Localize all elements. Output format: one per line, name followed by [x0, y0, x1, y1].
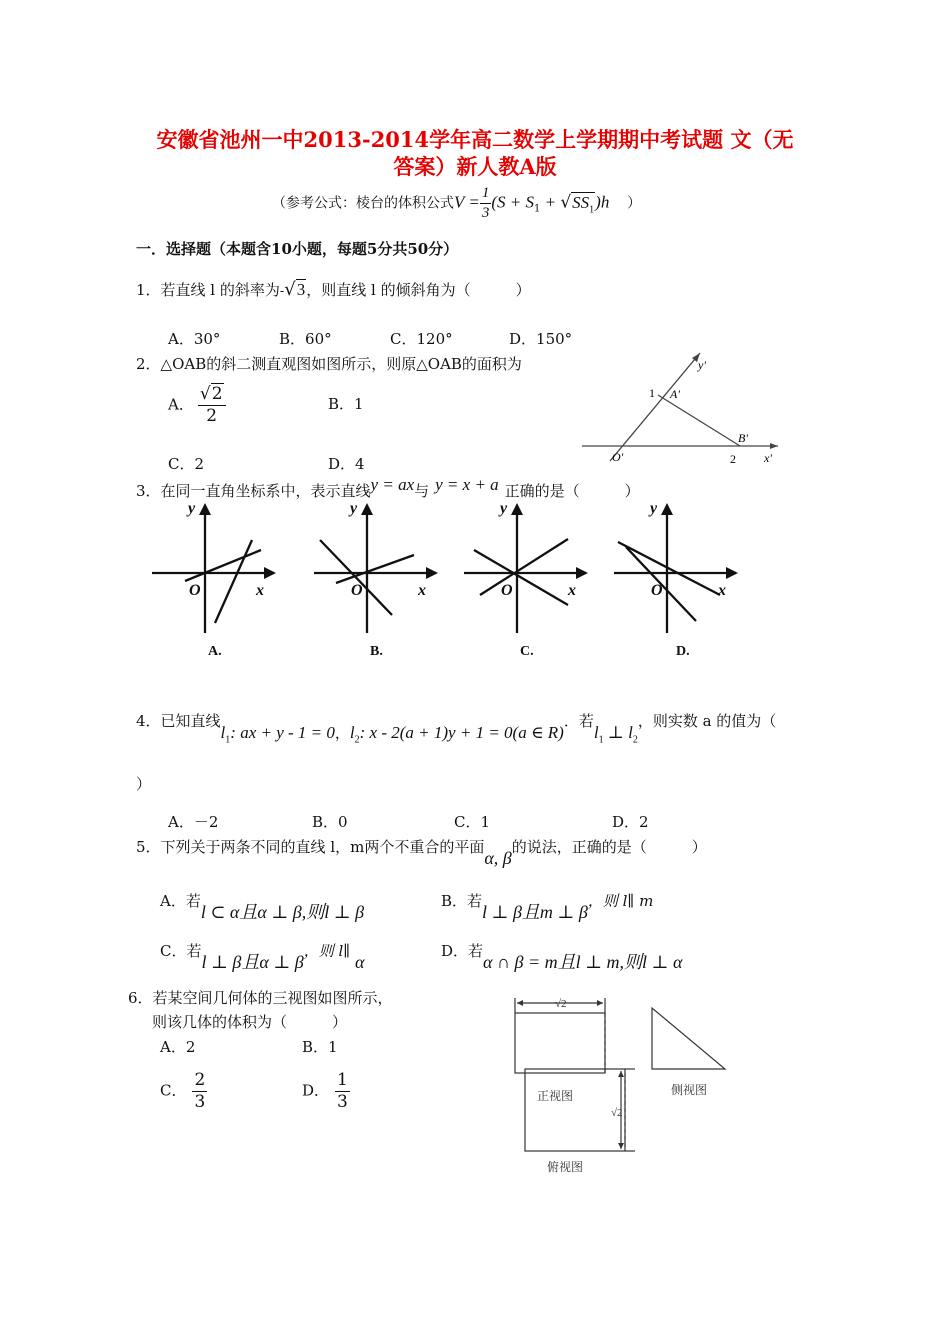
q5-option-a: A．若l ⊂ α且α ⊥ β,则l ⊥ β [160, 892, 365, 922]
q6-option-c: C． $\frac{2}{3}$ [160, 1070, 206, 1112]
q2-option-a: A． $\frac{√2}{2}$ [168, 386, 226, 425]
q4-option-d: D．2 [612, 813, 649, 831]
q6-option-d: D． $\frac{1}{3}$ [302, 1070, 348, 1112]
q2-origin-label: O' [612, 450, 624, 464]
q6-option-a: A．2 [160, 1038, 196, 1056]
graph-a-origin: O [189, 582, 201, 599]
graph-c-origin: O [501, 582, 513, 599]
formula-note: （参考公式：棱台的体积公式V = $\frac{1}{3}$ $(S + S_1 + √SS_1)h$ ） [272, 185, 642, 221]
q6-top-view-label: 俯视图 [547, 1160, 584, 1174]
q2-tick-1: 1 [649, 386, 655, 400]
graph-b [314, 503, 438, 633]
graph-c-x-label: x [568, 582, 576, 599]
q2-tick-2: 2 [730, 452, 736, 466]
q6-three-view-figure [505, 993, 745, 1178]
q4-line2: $l_2$: x - 2(a + 1)y + 1 = 0(a ∈ R) [349, 723, 564, 746]
graph-b-origin: O [351, 582, 363, 599]
graph-b-y-label: y [350, 500, 358, 517]
q6-dim-side: √2 [611, 1107, 623, 1119]
q2-y-axis-label: y' [698, 358, 706, 372]
graph-d-label: D. [676, 644, 690, 659]
graph-d-x-label: x [718, 582, 726, 599]
question-1: 1．若直线 l 的斜率为-√3，则直线 l 的倾斜角为（ ） [136, 279, 531, 300]
graph-d [614, 503, 738, 633]
formula-fraction: $\frac{1}{3}$ [481, 185, 490, 221]
formula-lhs: V = [454, 192, 480, 212]
q2-point-a-label: A' [670, 387, 680, 401]
q2-figure [578, 345, 788, 470]
graph-d-origin: O [651, 582, 663, 599]
graph-a [152, 503, 276, 633]
q1-option-b: B．60° [279, 330, 332, 348]
graph-c-label: C. [520, 644, 534, 659]
question-3: 3．在同一直角坐标系中，表示直线y = ax与 y = x + a 正确的是（ ） [136, 475, 640, 500]
page-title: 安徽省池州一中2013-2014学年高二数学上学期期中考试题 文（无 [156, 127, 794, 152]
question-2: 2．△OAB的斜二测直观图如图所示，则原△OAB的面积为 [136, 355, 522, 373]
q2-option-b: B．1 [328, 395, 364, 413]
graph-b-x-label: x [418, 582, 426, 599]
q2-option-c: C．2 [168, 455, 205, 473]
q4-line1: $l_1$: ax + y - 1 = 0 [220, 723, 335, 746]
q2-x-axis-label: x' [764, 451, 772, 465]
q6-side-view-label: 侧视图 [671, 1083, 708, 1097]
question-6: 6．若某空间几何体的三视图如图所示， [128, 989, 393, 1007]
q6-dim-top: √2 [555, 998, 567, 1010]
formula-prefix: （参考公式：棱台的体积公式 [272, 195, 454, 212]
question-5: 5．下列关于两条不同的直线 l，m两个不重合的平面α, β的说法，正确的是（ ） [136, 838, 707, 868]
q1-option-d: D．150° [509, 330, 573, 348]
q4-option-c: C．1 [454, 813, 491, 831]
question-4-cont: ） [136, 775, 152, 793]
q2-option-d: D．4 [328, 455, 365, 473]
section-heading: 一．选择题（本题含10小题，每题5分共50分） [136, 240, 459, 258]
q6-option-b: B．1 [302, 1038, 338, 1056]
graph-c [464, 503, 588, 633]
q1-option-c: C．120° [390, 330, 453, 348]
q2-point-b-label: B' [738, 431, 748, 445]
question-4: 4．已知直线$l_1$: ax + y - 1 = 0，$l_2$: x - 2(a + 1)y + 1 = 0(a ∈ R)．若$l_1$ ⊥ $l_2$，则实数 a 的值为（ [136, 712, 777, 746]
graph-a-x-label: x [256, 582, 264, 599]
q5-option-c: C．若l ⊥ β且α ⊥ β，则 l∥ α [160, 942, 365, 972]
q5-option-d: D．若α ∩ β = m且l ⊥ m,则l ⊥ α [441, 942, 683, 972]
question-6-cont: 则该几体的体积为（ ） [152, 1013, 348, 1031]
q1-option-a: A．30° [168, 330, 221, 348]
graph-a-label: A. [208, 644, 222, 659]
graph-d-y-label: y [650, 500, 658, 517]
page-title-cont: 答案）新人教A版 [393, 154, 557, 179]
formula-sqrt: $SS_1$ [572, 192, 595, 215]
q5-option-b: B．若l ⊥ β且m ⊥ β，则 l∥ m [441, 892, 654, 922]
q4-option-a: A．－2 [168, 813, 219, 831]
q4-perp: $l_1$ ⊥ $l_2$ [593, 723, 638, 746]
graph-a-y-label: y [188, 500, 196, 517]
graph-c-y-label: y [500, 500, 508, 517]
graph-b-label: B. [370, 644, 383, 659]
q3-graphs [148, 495, 768, 665]
q6-front-view-label: 正视图 [537, 1089, 574, 1103]
q4-option-b: B．0 [312, 813, 348, 831]
